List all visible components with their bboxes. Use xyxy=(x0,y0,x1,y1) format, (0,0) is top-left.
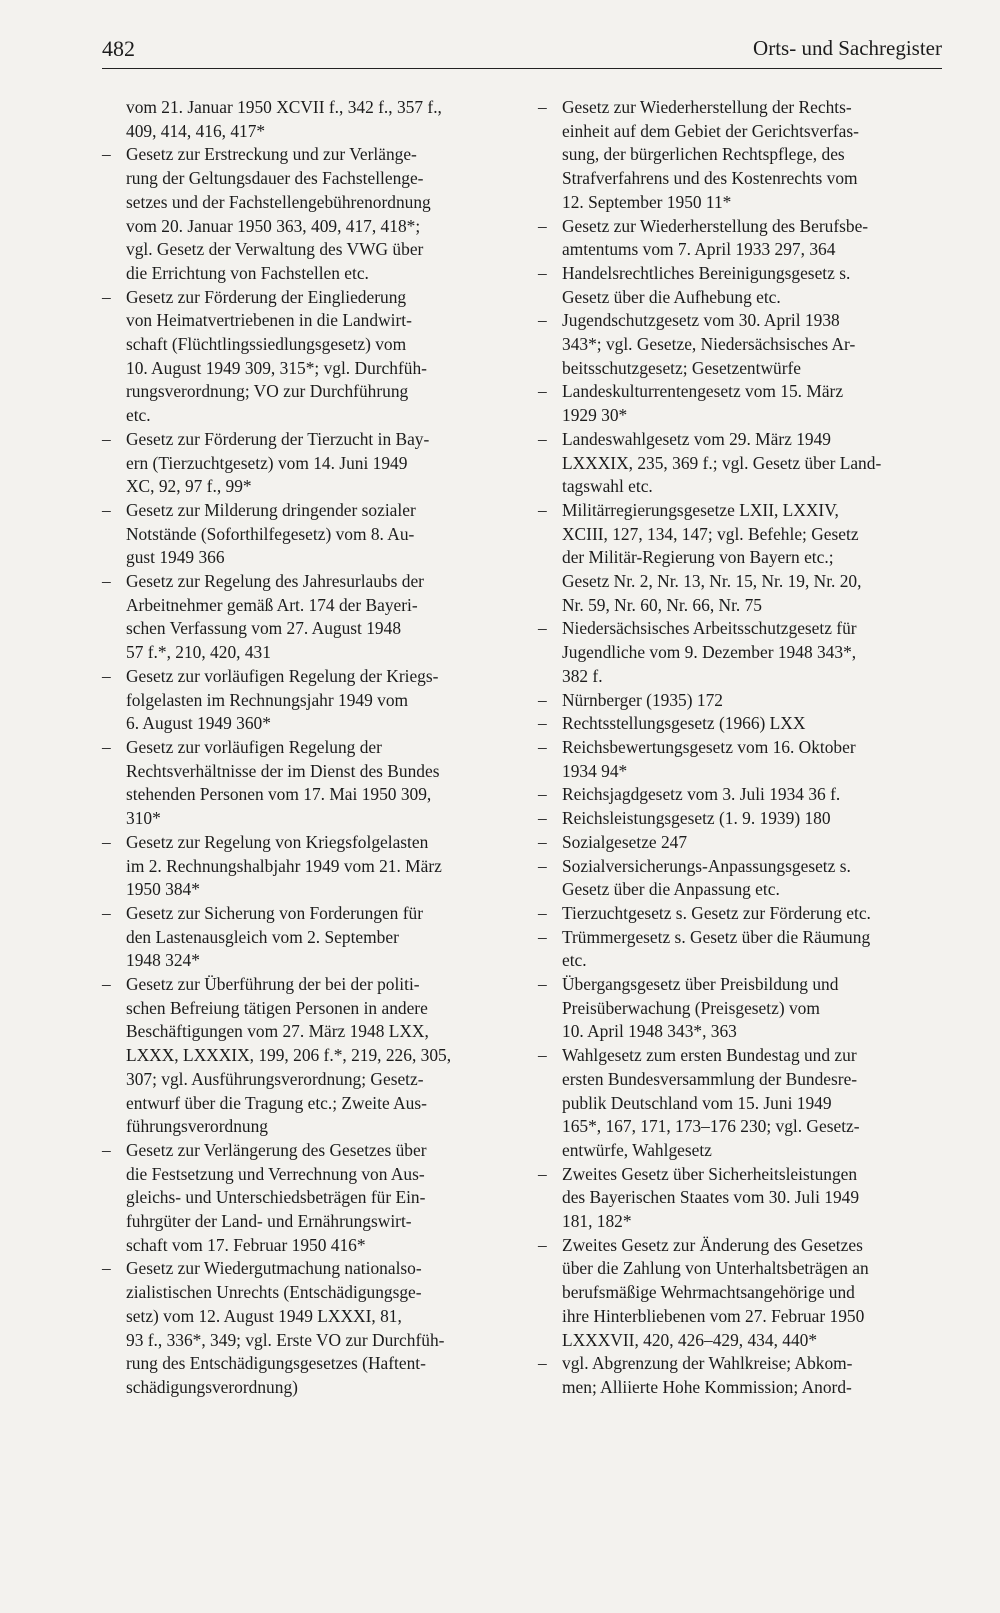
index-entry: – Reichsbewertungsgesetz vom 16. Oktober 1934 94* xyxy=(538,736,948,783)
index-entry: – Gesetz zur Regelung des Jahresurlaubs der Arbeitnehmer gemäß Art. 174 der Bayeri- schen Verfassung vom 27. August 1948 57 f.*, 210, 420, 431 xyxy=(102,570,502,665)
index-entry: – Zweites Gesetz über Sicherheitsleistungen des Bayerischen Staates vom 30. Juli 1949 181, 182* xyxy=(538,1163,948,1234)
index-entry: – Gesetz zur Wiederherstellung der Rechts- einheit auf dem Gebiet der Gerichtsverfas- sung, der bürgerlichen Rechtspflege, des Strafverfahrens und des Kostenrechts vom 12. September 1950 11* xyxy=(538,96,948,215)
index-entry: – vgl. Abgrenzung der Wahlkreise; Abkom- men; Alliierte Hohe Kommission; Anord- xyxy=(538,1352,948,1399)
index-entry: – Landeswahlgesetz vom 29. März 1949 LXXXIX, 235, 369 f.; vgl. Gesetz über Land- tagswahl etc. xyxy=(538,428,948,499)
index-entry: vom 21. Januar 1950 XCVII f., 342 f., 357 f., 409, 414, 416, 417* xyxy=(126,97,442,141)
index-entry: – Gesetz zur Erstreckung und zur Verlänge- rung der Geltungsdauer des Fachstellenge- setzes und der Fachstellengebührenordnung vom 20. Januar 1950 363, 409, 417, 418*; vgl. Gesetz der Verwaltung des VWG über die Errichtung von Fachstellen etc. xyxy=(102,143,502,285)
index-entry: – Gesetz zur Förderung der Tierzucht in Bay- ern (Tierzuchtgesetz) vom 14. Juni 1949 XC, 92, 97 f., 99* xyxy=(102,428,502,499)
running-title: Orts- und Sachregister xyxy=(753,36,942,60)
index-entry: – Handelsrechtliches Bereinigungsgesetz s. Gesetz über die Aufhebung etc. xyxy=(538,262,948,309)
index-entry: – Niedersächsisches Arbeitsschutzgesetz für Jugendliche vom 9. Dezember 1948 343*, 382 f. xyxy=(538,617,948,688)
index-entry: – Gesetz zur Milderung dringender sozialer Notstände (Soforthilfegesetz) vom 8. Au- gust 1949 366 xyxy=(102,499,502,570)
page-number: 482 xyxy=(102,36,135,61)
index-entry: – Gesetz zur Wiederherstellung des Berufsbe- amtentums vom 7. April 1933 297, 364 xyxy=(538,215,948,262)
index-entry: – Gesetz zur Regelung von Kriegsfolgelasten im 2. Rechnungshalbjahr 1949 vom 21. März 1950 384* xyxy=(102,831,502,902)
index-entry: – Reichsjagdgesetz vom 3. Juli 1934 36 f. xyxy=(538,783,948,807)
index-entry: – Nürnberger (1935) 172 xyxy=(538,689,948,713)
index-entry: – Gesetz zur Überführung der bei der politi- schen Befreiung tätigen Personen in andere Beschäftigungen vom 27. März 1948 LXX, LXXX, LXXXIX, 199, 206 f.*, 219, 226, 305, 307; vgl. Ausführungsverordnung; Gesetz- entwurf über die Tragung etc.; Zweite Aus- führungsverordnung xyxy=(102,973,502,1139)
index-entry: – Trümmergesetz s. Gesetz über die Räumung etc. xyxy=(538,926,948,973)
index-entry: – Landeskulturrentengesetz vom 15. März 1929 30* xyxy=(538,380,948,427)
index-entry: – Sozialversicherungs-Anpassungsgesetz s. Gesetz über die Anpassung etc. xyxy=(538,855,948,902)
index-entry: – Militärregierungsgesetze LXII, LXXIV, XCIII, 127, 134, 147; vgl. Befehle; Gesetz der Militär-Regierung von Bayern etc.; Gesetz Nr. 2, Nr. 13, Nr. 15, Nr. 19, Nr. 20, Nr. 59, Nr. 60, Nr. 66, Nr. 75 xyxy=(538,499,948,618)
index-entry: – Gesetz zur Wiedergutmachung nationalso- zialistischen Unrechts (Entschädigungsge- setz) vom 12. August 1949 LXXXI, 81, 93 f., 336*, 349; vgl. Erste VO zur Durchfüh- rung des Entschädigungsgesetzes (Haftent- schädigungsverordnung) xyxy=(102,1257,502,1399)
index-entry: – Sozialgesetze 247 xyxy=(538,831,948,855)
index-entry: – Wahlgesetz zum ersten Bundestag und zur ersten Bundesversammlung der Bundesre- publik Deutschland vom 15. Juni 1949 165*, 167, 171, 173–176 230; vgl. Gesetz- entwürfe, Wahlgesetz xyxy=(538,1044,948,1163)
index-entry: – Reichsleistungsgesetz (1. 9. 1939) 180 xyxy=(538,807,948,831)
index-entry: – Gesetz zur vorläufigen Regelung der Rechtsverhältnisse der im Dienst des Bundes stehenden Personen vom 17. Mai 1950 309, 310* xyxy=(102,736,502,831)
index-entry: – Gesetz zur Förderung der Eingliederung von Heimatvertriebenen in die Landwirt- schaft (Flüchtlingssiedlungsgesetz) vom 10. August 1949 309, 315*; vgl. Durchfüh- rungsverordnung; VO zur Durchführung etc. xyxy=(102,286,502,428)
index-entry: – Zweites Gesetz zur Änderung des Gesetzes über die Zahlung von Unterhaltsbeträgen an berufsmäßige Wehrmachtsangehörige und ihre Hinterbliebenen vom 27. Februar 1950 LXXXVII, 420, 426–429, 434, 440* xyxy=(538,1234,948,1353)
index-entry: – Gesetz zur vorläufigen Regelung der Kriegs- folgelasten im Rechnungsjahr 1949 vom 6. August 1949 360* xyxy=(102,665,502,736)
index-entry: – Übergangsgesetz über Preisbildung und Preisüberwachung (Preisgesetz) vom 10. April 1948 343*, 363 xyxy=(538,973,948,1044)
index-column-right xyxy=(538,96,948,1400)
index-column-left xyxy=(102,96,502,1400)
page-header xyxy=(102,34,942,69)
index-entry: – Rechtsstellungsgesetz (1966) LXX xyxy=(538,712,948,736)
index-entry: – Gesetz zur Sicherung von Forderungen für den Lastenausgleich vom 2. September 1948 324* xyxy=(102,902,502,973)
index-entry: – Gesetz zur Verlängerung des Gesetzes über die Festsetzung und Verrechnung von Aus- gleichs- und Unterschiedsbeträgen für Ein- fuhrgüter der Land- und Ernährungswirt- schaft vom 17. Februar 1950 416* xyxy=(102,1139,502,1258)
index-entry: – Tierzuchtgesetz s. Gesetz zur Förderung etc. xyxy=(538,902,948,926)
index-entry: – Jugendschutzgesetz vom 30. April 1938 343*; vgl. Gesetze, Niedersächsisches Ar- beitsschutzgesetz; Gesetzentwürfe xyxy=(538,309,948,380)
